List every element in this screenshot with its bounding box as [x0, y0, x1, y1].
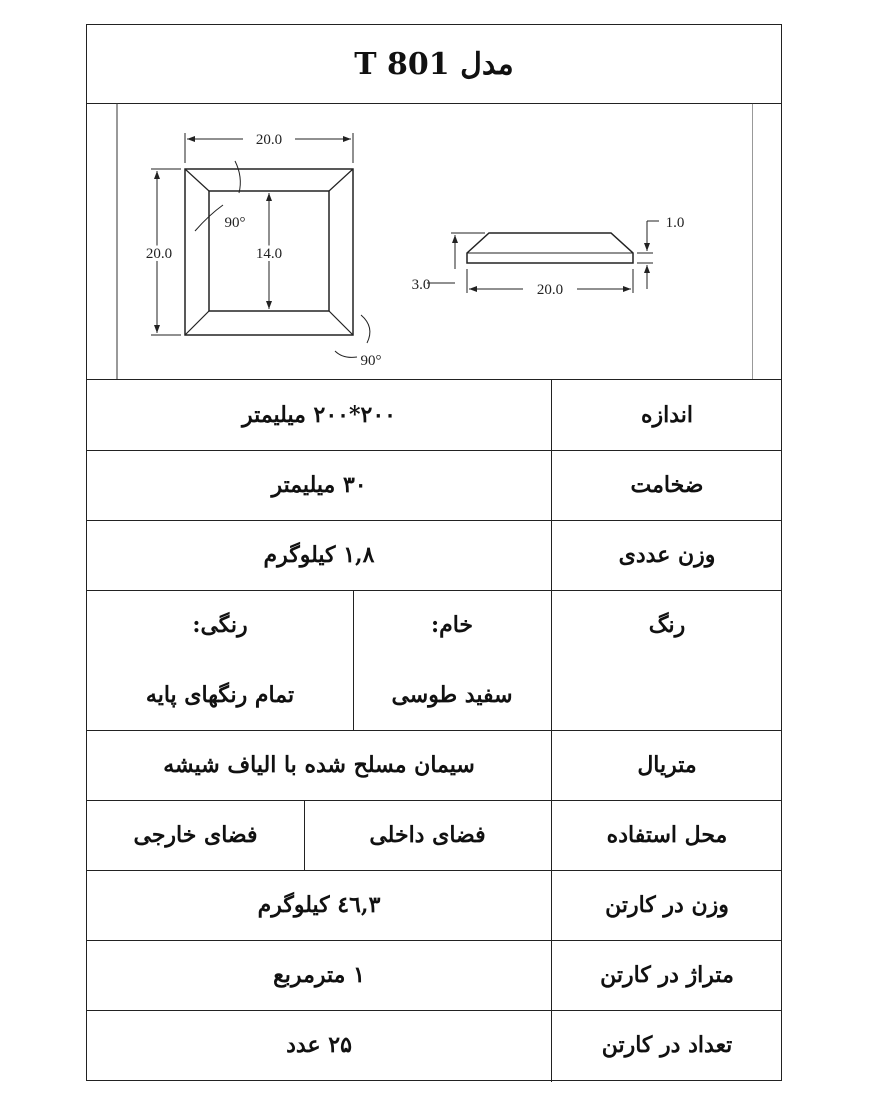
material-value: سیمان مسلح شده با الیاف شیشه: [163, 752, 475, 778]
dim-side-top: 1.0: [665, 215, 685, 231]
color-label: رنگ: [648, 612, 686, 638]
carton-weight-label: وزن در کارتن: [605, 892, 729, 918]
arrow-head: [154, 325, 160, 333]
arrow-head: [452, 235, 458, 243]
thickness-value: ۳۰ میلیمتر: [271, 472, 367, 498]
bottom-angle-label: 90°: [360, 353, 382, 369]
color-raw-title: خام:: [430, 612, 474, 638]
angle-arc: [335, 351, 357, 357]
angle-arc: [361, 315, 370, 343]
technical-drawing: [113, 103, 753, 379]
arrow-head: [644, 265, 650, 273]
arrow-head: [266, 193, 272, 201]
corner-angle-label: 90°: [224, 215, 246, 231]
carton-count-label: تعداد در کارتن: [601, 1032, 733, 1058]
thickness-label: ضخامت: [630, 472, 704, 498]
material-label: متریال: [637, 752, 697, 778]
usage-label: محل استفاده: [606, 822, 728, 848]
unit-weight-label: وزن عددی: [618, 542, 716, 568]
drawing-svg: [113, 103, 753, 379]
usage-indoor: فضای داخلی: [369, 822, 486, 848]
corner-line: [185, 311, 209, 335]
angle-arc: [235, 161, 240, 193]
color-colored-value: تمام رنگهای پایه: [145, 682, 295, 708]
size-value: ۲۰۰*۲۰۰ میلیمتر: [242, 401, 396, 428]
dim-side-width: 20.0: [536, 282, 564, 298]
corner-line: [185, 169, 209, 191]
color-colored-title: رنگی:: [192, 612, 248, 638]
arrow-head: [187, 136, 195, 142]
arrow-head: [154, 171, 160, 179]
dim-side-height: 3.0: [411, 277, 431, 293]
carton-count-value: ۲۵ عدد: [286, 1032, 352, 1058]
arrow-head: [644, 243, 650, 251]
dim-left-height: 20.0: [145, 246, 173, 262]
arrow-head: [343, 136, 351, 142]
carton-area-value: ۱ مترمربع: [273, 962, 365, 988]
size-label: اندازه: [640, 401, 694, 428]
side-profile: [467, 233, 633, 263]
unit-weight-value: ۱,۸ کیلوگرم: [263, 542, 375, 568]
color-raw-value: سفید طوسی: [391, 682, 513, 708]
page-title: مدل T 801: [354, 46, 514, 82]
usage-outdoor: فضای خارجی: [133, 822, 258, 848]
dim-inner-height: 14.0: [255, 246, 283, 262]
carton-area-label: متراژ در کارتن: [600, 962, 734, 988]
arrow-head: [623, 286, 631, 292]
dim-top-width: 20.0: [255, 132, 283, 148]
spec-sheet: [86, 24, 782, 1081]
corner-line: [329, 311, 353, 335]
arrow-head: [469, 286, 477, 292]
arrow-head: [266, 301, 272, 309]
carton-weight-value: ٤٦,٣ کیلوگرم: [257, 892, 381, 918]
corner-line: [329, 169, 353, 191]
